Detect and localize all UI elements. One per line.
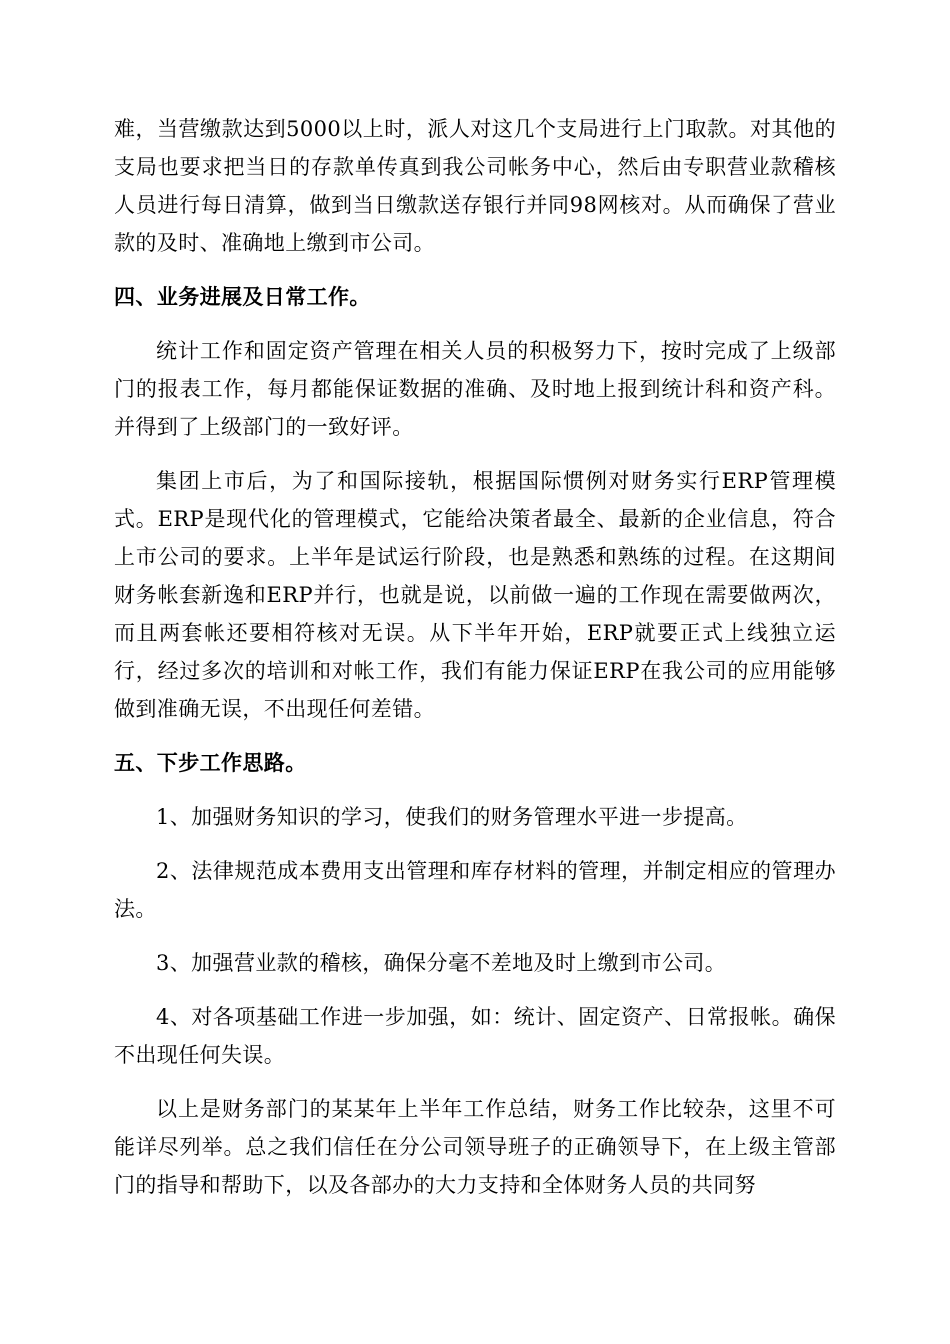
list-item-2: 2、法律规范成本费用支出管理和库存材料的管理，并制定相应的管理办法。 <box>114 859 836 921</box>
section4-paragraph-1: 统计工作和固定资产管理在相关人员的积极努力下，按时完成了上级部门的报表工作，每月都能保证数据的准确、及时地上报到统计科和资产科。并得到了上级部门的一致好评。 <box>114 339 836 439</box>
section-heading-4: 四、业务进展及日常工作。 <box>114 285 371 309</box>
list-item-4: 4、对各项基础工作进一步加强，如：统计、固定资产、日常报帐。确保不出现任何失误。 <box>114 1005 836 1067</box>
list-item-1: 1、加强财务知识的学习，使我们的财务管理水平进一步提高。 <box>156 805 748 829</box>
section4-paragraph-2: 集团上市后，为了和国际接轨，根据国际惯例对财务实行ERP管理模式。ERP是现代化的管理模式，它能给决策者最全、最新的企业信息，符合上市公司的要求。上半年是试运行阶段，也是熟悉和熟练的过程。在这期间财务帐套新逸和ERP并行，也就是说，以前做一遍的工作现在需要做两次，而且两套帐还要相符核对无误。从下半年开始，ERP就要正式上线独立运行，经过多次的培训和对帐工作，我们有能力保证ERP在我公司的应用能够做到准确无误，不出现任何差错。 <box>114 469 836 721</box>
closing-paragraph: 以上是财务部门的某某年上半年工作总结，财务工作比较杂，这里不可能详尽列举。总之我们信任在分公司领导班子的正确领导下，在上级主管部门的指导和帮助下，以及各部办的大力支持和全体财务人员的共同努 <box>114 1097 836 1197</box>
section-heading-5: 五、下步工作思路。 <box>114 751 307 775</box>
continuation-paragraph: 难，当营缴款达到5000以上时，派人对这几个支局进行上门取款。对其他的支局也要求把当日的存款单传真到我公司帐务中心，然后由专职营业款稽核人员进行每日清算，做到当日缴款送存银行并同98网核对。从而确保了营业款的及时、准确地上缴到市公司。 <box>114 117 836 255</box>
document-body <box>114 110 836 1220</box>
list-item-3: 3、加强营业款的稽核，确保分毫不差地及时上缴到市公司。 <box>156 951 727 975</box>
